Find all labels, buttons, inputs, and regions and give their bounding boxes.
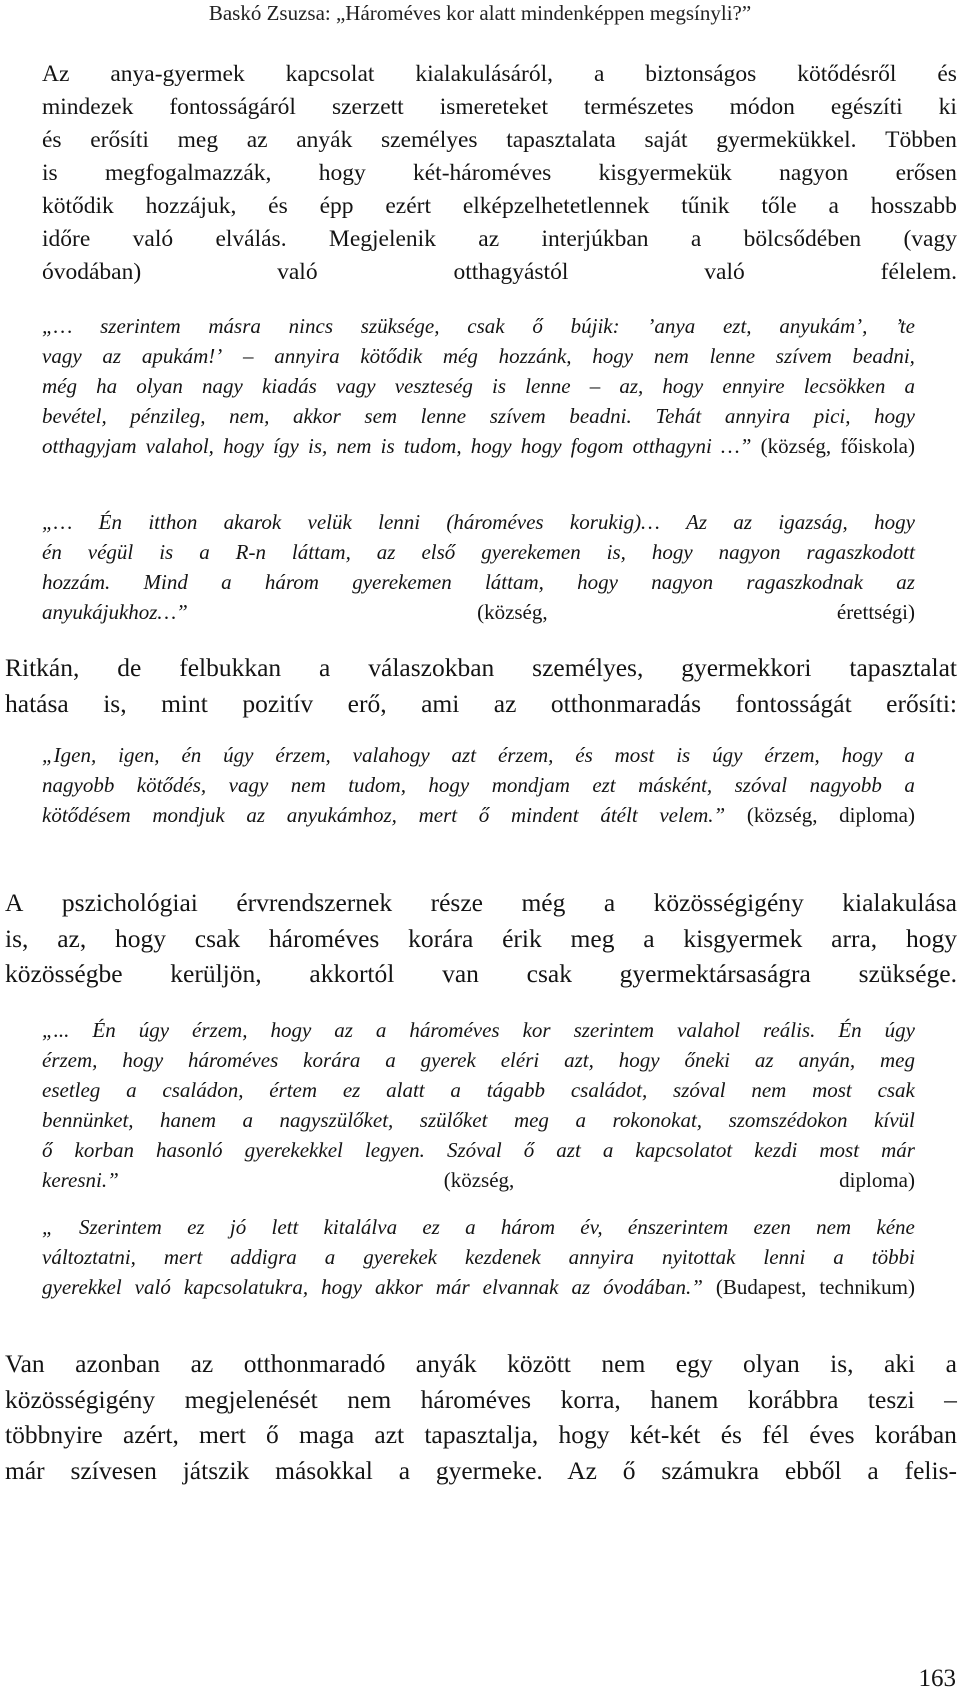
- text-line: bevétel, pénzileg, nem, akkor sem lenne szívem beadni. Tehát annyira pici, hogy: [42, 404, 915, 428]
- text-line: Az anya-gyermek kapcsolat kialakulásáról, a biztonságos kötődésről és: [42, 61, 957, 87]
- text-line: „ Szerintem ez jó lett kitalálva ez a három év, énszerintem ezen nem kéne: [42, 1215, 915, 1239]
- quote-2: [42, 507, 915, 627]
- quote-3: [42, 740, 915, 830]
- quote-source: (község, diploma): [725, 803, 915, 827]
- text-line: és erősíti meg az anyák személyes tapasztalata saját gyermekükkel. Többen: [42, 127, 957, 153]
- text-line: „… Én itthon akarok velük lenni (hároméves korukig)… Az az igazság, hogy: [42, 510, 915, 534]
- text-line: én végül is a R-n láttam, az első gyerekemen is, hogy nagyon ragaszkodott: [42, 540, 915, 564]
- text-line: keresni.” (község, diploma): [42, 1168, 915, 1192]
- text-line: anyukájukhoz…” (község, érettségi): [42, 600, 915, 624]
- quote-source: (Budapest, technikum): [702, 1275, 915, 1299]
- paragraph-experience: [5, 650, 957, 721]
- text-line: „… szerintem másra nincs szüksége, csak ő bújik: ’anya ezt, anyukám’, ’te: [42, 314, 915, 338]
- text-line: még ha olyan nagy kiadás vagy veszteség is lenne – az, hogy ennyire lecsökken a: [42, 374, 915, 398]
- text-line: már szívesen játszik másokkal a gyermeke. Az ő számukra ebből a felis-: [5, 1455, 957, 1485]
- text-line: nagyobb kötődés, vagy nem tudom, hogy mondjam ezt másként, szóval nagyobb a: [42, 773, 915, 797]
- text-line: közösségbe kerüljön, akkortól van csak gyermektársaságra szüksége.: [5, 959, 957, 988]
- quote-source: (község, főiskola): [751, 434, 915, 458]
- text-line: változtatni, mert addigra a gyerekek kezdenek annyira nyitottak lenni a többi: [42, 1245, 915, 1269]
- text-line: kötődésem mondjuk az anyukámhoz, mert ő mindent átélt velem.” (község, diploma): [42, 803, 915, 827]
- text-line: kötődik hozzájuk, és épp ezért elképzelhetetlennek tűnik tőle a hosszabb: [42, 193, 957, 219]
- text-line: hatása is, mint pozitív erő, ami az otthonmaradás fontosságát erősíti:: [5, 688, 957, 718]
- text-line: esetleg a családon, értem ez alatt a tágabb családot, szóval nem most csak: [42, 1078, 915, 1102]
- text-line: időre való elválás. Megjelenik az interjúkban a bölcsődében (vagy: [42, 226, 957, 252]
- text-line: Ritkán, de felbukkan a válaszokban személyes, gyermekkori tapasztalat: [5, 653, 957, 682]
- text-line: érzem, hogy hároméves korára a gyerek eléri azt, hogy őneki az anyán, meg: [42, 1048, 915, 1072]
- text-line: A pszichológiai érvrendszernek része még a közösségigény kialakulása: [5, 888, 957, 917]
- quote-source: (község, diploma): [118, 1168, 915, 1192]
- text-line: óvodában) való otthagyástól való félelem.: [42, 259, 957, 285]
- text-line: gyerekkel való kapcsolatukra, hogy akkor már elvannak az óvodában.” (Budapest, technikum): [42, 1275, 915, 1299]
- text-line: hozzám. Mind a három gyerekemen láttam, hogy nagyon ragaszkodnak az: [42, 570, 915, 594]
- text-line: mindezek fontosságáról szerzett ismereteket természetes módon egészíti ki: [42, 94, 957, 120]
- text-line: vagy az apukám!’ – annyira kötődik még hozzánk, hogy nem lenne szívem beadni,: [42, 344, 915, 368]
- text-line: is megfogalmazzák, hogy két-hároméves kisgyermekük nagyon erősen: [42, 160, 957, 186]
- text-line: otthagyjam valahol, hogy így is, nem is tudom, hogy hogy fogom otthagyni …” (község, főiskola): [42, 434, 915, 458]
- running-header: Baskó Zsuzsa: „Hároméves kor alatt mindenképpen megsínyli?”: [208, 1, 752, 25]
- text-line: többnyire azért, mert ő maga azt tapasztalja, hogy két-két és fél éves korában: [5, 1420, 957, 1449]
- paragraph-community: [5, 885, 957, 992]
- text-line: Van azonban az otthonmaradó anyák között nem egy olyan is, aki a: [5, 1349, 957, 1378]
- paragraph-earlier: [5, 1346, 957, 1488]
- page-number: 163: [918, 1665, 956, 1692]
- text-line: „... Én úgy érzem, hogy az a hároméves kor szerintem valahol reális. Én úgy: [42, 1018, 915, 1042]
- quote-5: [42, 1212, 915, 1302]
- text-line: is, az, hogy csak hároméves korára érik meg a kisgyermek arra, hogy: [5, 923, 957, 953]
- quote-1: [42, 311, 915, 461]
- text-line: közösségigény megjelenését nem hároméves korra, hanem korábbra teszi –: [5, 1384, 957, 1414]
- quote-source: (község, érettségi): [187, 600, 915, 624]
- quote-4: [42, 1015, 915, 1195]
- text-line: bennünket, hanem a nagyszülőket, szülőket meg a rokonokat, szomszédokon kívül: [42, 1108, 915, 1132]
- text-line: ő korban hasonló gyerekekkel legyen. Szóval ő azt a kapcsolatot kezdi most már: [42, 1138, 915, 1162]
- text-line: „Igen, igen, én úgy érzem, valahogy azt érzem, és most is úgy érzem, hogy a: [42, 743, 915, 767]
- paragraph-intro: [42, 58, 957, 289]
